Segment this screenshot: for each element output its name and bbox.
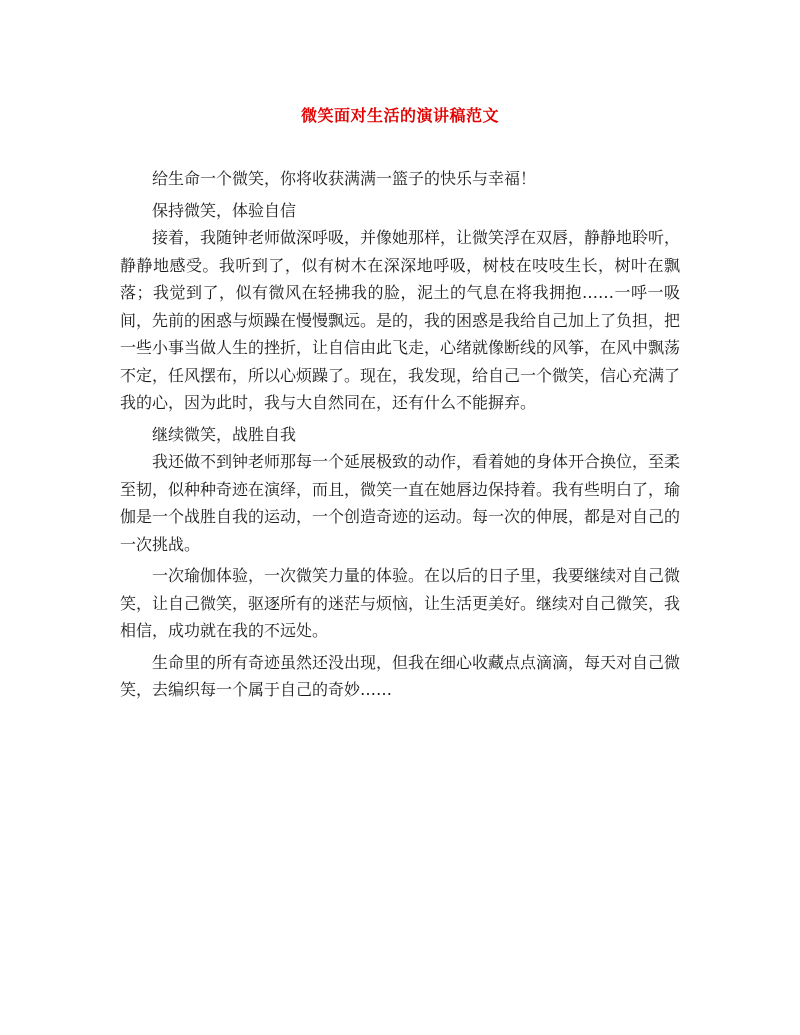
paragraph-intro: 给生命一个微笑，你将收获满满一篮子的快乐与幸福！ — [152, 169, 537, 188]
paragraph-closing: 生命里的所有奇迹虽然还没出现，但我在细心收藏点点滴滴，每天对自己微笑，去编织每一个属于自己的奇妙…… — [120, 652, 681, 699]
document-title: 微笑面对生活的演讲稿范文 — [300, 106, 499, 125]
paragraph-experience: 一次瑜伽体验，一次微笑力量的体验。在以后的日子里，我要继续对自己微笑，让自己微笑，驱逐所有的迷茫与烦恼，让生活更美好。继续对自己微笑，我相信，成功就在我的不远处。 — [120, 566, 681, 640]
section-heading-confidence: 保持微笑，体验自信 — [152, 200, 297, 220]
paragraph-breathing: 接着，我随钟老师做深呼吸，并像她那样，让微笑浮在双唇，静静地聆听，静静地感受。我听到了，似有树木在深深地呼吸，树枝在吱吱生长，树叶在飘落；我觉到了，似有微风在轻拂我的脸，泥土的气息在将我拥抱……一呼一吸间，先前的困惑与烦躁在慢慢飘远。是的，我的困惑是我给自己加上了负担，把一些小事当做人生的挫折，让自信由此飞走，心绪就像断线的风筝，在风中飘荡不定，任风摆布，所以心烦躁了。现在，我发现，给自己一个微笑，信心充满了我的心，因为此时，我与大自然同在，还有什么不能摒弃。 — [120, 228, 681, 412]
document-body — [120, 165, 680, 708]
paragraph-yoga: 我还做不到钟老师那每一个延展极致的动作，看着她的身体开合换位，至柔至韧，似种种奇迹在演绎，而且，微笑一直在她唇边保持着。我有些明白了，瑜伽是一个战胜自我的运动，一个创造奇迹的运动。每一次的伸展，都是对自己的一次挑战。 — [120, 452, 681, 554]
section-heading-overcome-self: 继续微笑，战胜自我 — [152, 424, 297, 444]
